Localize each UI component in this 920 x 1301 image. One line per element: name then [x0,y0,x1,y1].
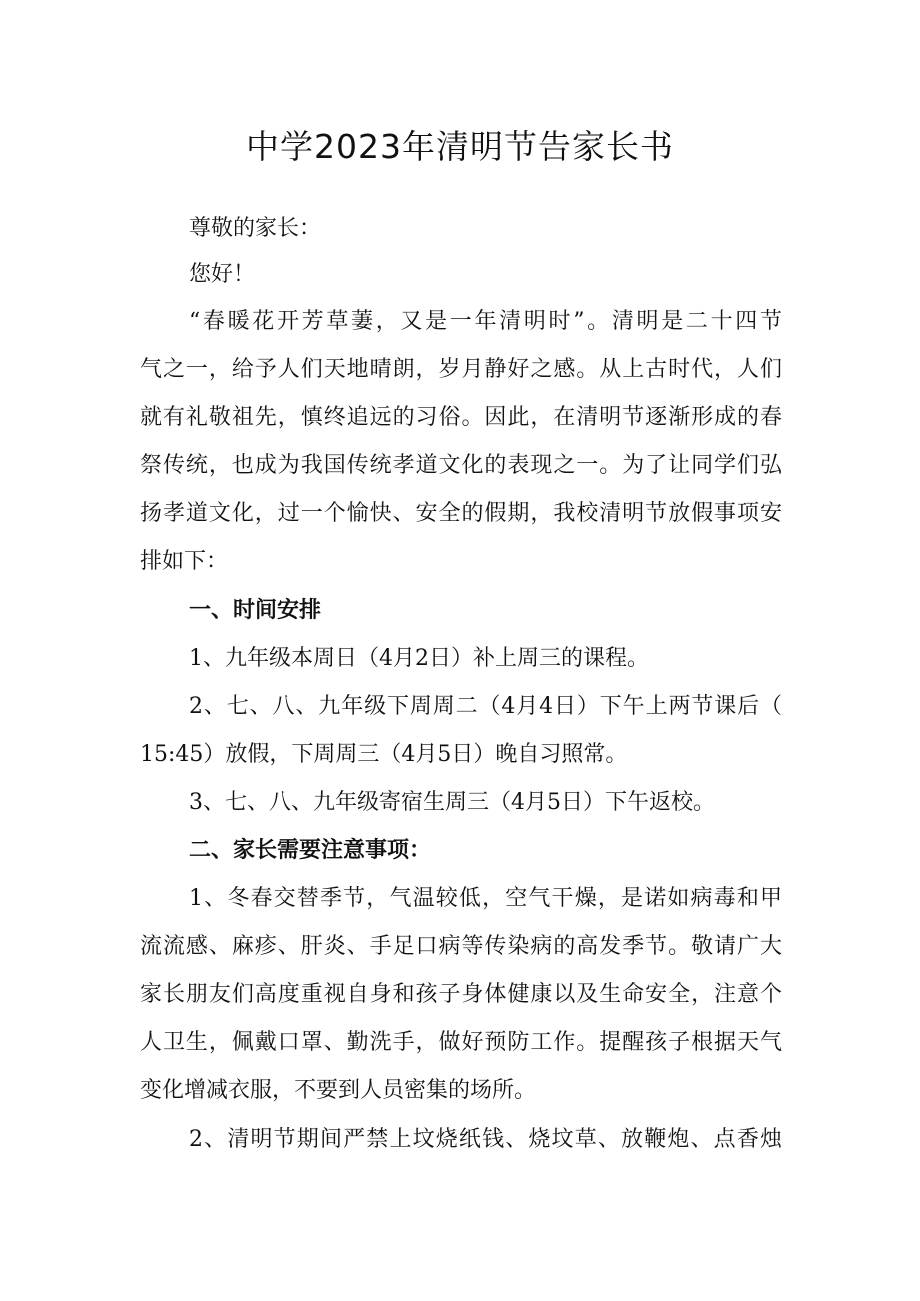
list-item-continuation: 家长朋友们高度重视自身和孩子身体健康以及生命安全，注意个 [140,982,782,1007]
paragraph-line: 气之一，给予人们天地晴朗，岁月静好之感。从上古时代，人们 [140,357,782,382]
paragraph-line: 扬孝道文化，过一个愉快、安全的假期，我校清明节放假事项安 [140,501,782,526]
paragraph-line: 排如下： [140,549,229,574]
list-item-continuation: 流流感、麻疹、肝炎、手足口病等传染病的高发季节。敬请广大 [140,934,782,959]
list-item-continuation: 变化增减衣服，不要到人员密集的场所。 [140,1078,537,1103]
document-title: 中学2023年清明节告家长书 [246,127,674,166]
paragraph-line: “春暖花开芳草萋，又是一年清明时”。清明是二十四节 [189,309,782,334]
list-item: 2、七、八、九年级下周周二（4月4日）下午上两节课后（ [189,694,782,719]
list-item-continuation: 15:45）放假，下周周三（4月5日）晚自习照常。 [140,742,628,767]
salutation: 尊敬的家长： [189,216,322,241]
paragraph-line: 祭传统，也成为我国传统孝道文化的表现之一。为了让同学们弘 [140,453,782,478]
list-item: 1、九年级本周日（4月2日）补上周三的课程。 [189,646,649,671]
list-item-continuation: 人卫生，佩戴口罩、勤洗手，做好预防工作。提醒孩子根据天气 [140,1030,782,1055]
section-heading: 二、家长需要注意事项： [189,838,432,863]
paragraph-line: 就有礼敬祖先，慎终追远的习俗。因此，在清明节逐渐形成的春 [140,405,782,430]
list-item: 1、冬春交替季节，气温较低，空气干燥，是诺如病毒和甲 [189,886,782,911]
section-heading: 一、时间安排 [189,598,322,623]
greeting: 您好！ [189,262,256,287]
list-item: 3、七、八、九年级寄宿生周三（4月5日）下午返校。 [189,790,715,815]
list-item: 2、清明节期间严禁上坟烧纸钱、烧坟草、放鞭炮、点香烛 [189,1127,782,1152]
